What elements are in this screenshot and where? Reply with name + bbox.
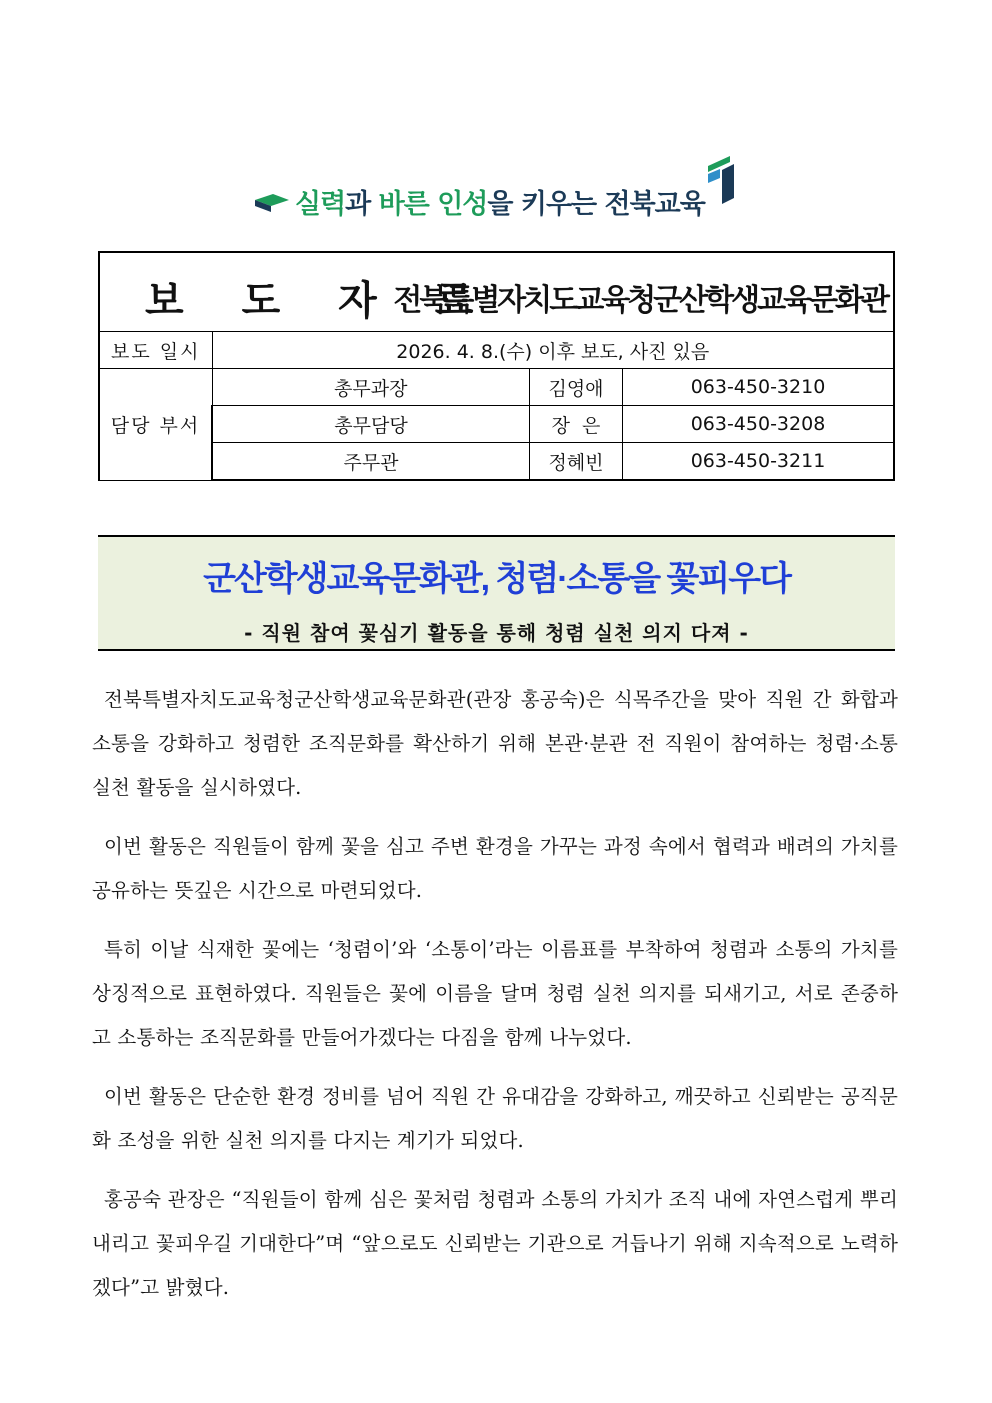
contact-role: 총무과장 (212, 369, 530, 406)
release-date-value: 2026. 4. 8.(수) 이후 보도, 사진 있음 (212, 332, 894, 369)
slogan-seg-3: 바른 인성 (378, 189, 488, 220)
slogan-text (295, 182, 705, 221)
slogan-seg-1: 실력 (295, 189, 346, 220)
contact-name: 정혜빈 (530, 443, 623, 481)
slogan-left-mark-icon (255, 190, 291, 214)
contact-phone: 063-450-3211 (623, 443, 895, 481)
body-paragraph: 특히 이날 식재한 꽃에는 ‘청렴이’와 ‘소통이’라는 이름표를 부착하여 청렴과 소통의 가치를 상징적으로 표현하였다. 직원들은 꽃에 이름을 달며 청렴 실천 의지를 되새기고, 서로 존중하고 소통하는 조직문화를 만들어가겠다는 다짐을 함께 나누었다. (92, 938, 898, 1049)
slogan-banner (255, 152, 745, 222)
contact-role: 주무관 (212, 443, 530, 481)
header-title-cell (99, 252, 894, 332)
body-paragraph: 전북특별자치도교육청군산학생교육문화관(관장 홍공숙)은 식목주간을 맞아 직원 간 화합과 소통을 강화하고 청렴한 조직문화를 확산하기 위해 본관·분관 전 직원이 참여하는 청렴·소통 실천 활동을 실시하였다. (92, 688, 898, 799)
contact-name: 장 은 (530, 406, 623, 443)
press-release-header-table (98, 251, 895, 481)
slogan-right-mark-icon (700, 152, 740, 208)
contact-name: 김영애 (530, 369, 623, 406)
contact-phone: 063-450-3208 (623, 406, 895, 443)
headline-title: 군산학생교육문화관, 청렴·소통을 꽃피우다 (203, 560, 790, 598)
body-paragraph: 홍공숙 관장은 “직원들이 함께 심은 꽃처럼 청렴과 소통의 가치가 조직 내에 자연스럽게 뿌리내리고 꽃피우길 기대한다”며 “앞으로도 신뢰받는 기관으로 거듭나기 위해 지속적으로 노력하겠다”고 밝혔다. (92, 1188, 898, 1299)
press-release-title: 보 도 자 료 (145, 277, 496, 324)
headline-subtitle: - 직원 참여 꽃심기 활동을 통해 청렴 실천 의지 다져 - (244, 621, 749, 645)
slogan-seg-2: 과 (345, 189, 379, 220)
contact-role: 총무담당 (212, 406, 530, 443)
headline-box (98, 535, 895, 651)
department-label: 담당 부서 (99, 369, 212, 481)
body-paragraph: 이번 활동은 단순한 환경 정비를 넘어 직원 간 유대감을 강화하고, 깨끗하고 신뢰받는 공직문화 조성을 위한 실천 의지를 다지는 계기가 되었다. (92, 1085, 898, 1152)
article-body (92, 678, 898, 1325)
contact-phone: 063-450-3210 (623, 369, 895, 406)
organization-name: 전북특별자치도교육청군산학생교육문화관 (393, 284, 887, 317)
slogan-seg-4: 을 키우는 전북교육 (487, 189, 705, 220)
release-date-label: 보도 일시 (99, 332, 212, 369)
body-paragraph: 이번 활동은 직원들이 함께 꽃을 심고 주변 환경을 가꾸는 과정 속에서 협력과 배려의 가치를 공유하는 뜻깊은 시간으로 마련되었다. (92, 835, 898, 902)
